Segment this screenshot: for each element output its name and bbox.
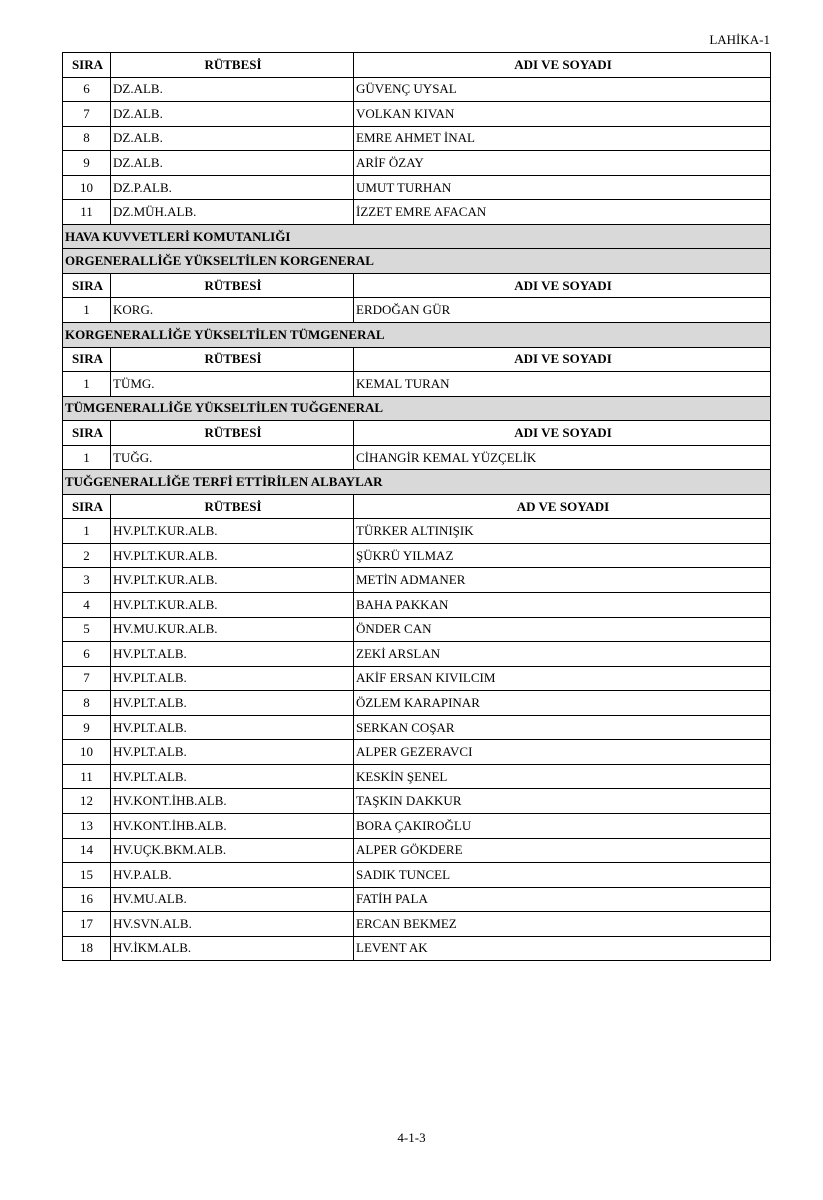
cell-sira: 10 (63, 740, 111, 765)
cell-adi-soyadi: BAHA PAKKAN (354, 593, 771, 618)
table-row (63, 691, 771, 716)
table-row (63, 642, 771, 667)
promotion-table (62, 52, 771, 961)
header-adi-soyadi: ADI VE SOYADI (354, 347, 771, 372)
cell-rutbe: HV.PLT.ALB. (111, 764, 354, 789)
cell-adi-soyadi: ERCAN BEKMEZ (354, 912, 771, 937)
section-heading-row (63, 396, 771, 421)
section-heading-row (63, 249, 771, 274)
page-label: LAHİKA-1 (709, 32, 770, 47)
cell-sira: 8 (63, 126, 111, 151)
section-heading-row (63, 224, 771, 249)
cell-rutbe: HV.MU.KUR.ALB. (111, 617, 354, 642)
header-rutbesi: RÜTBESİ (111, 347, 354, 372)
cell-rutbe: HV.PLT.ALB. (111, 642, 354, 667)
section-heading: ORGENERALLİĞE YÜKSELTİLEN KORGENERAL (63, 249, 771, 274)
cell-adi-soyadi: METİN ADMANER (354, 568, 771, 593)
cell-sira: 5 (63, 617, 111, 642)
header-rutbesi: RÜTBESİ (111, 273, 354, 298)
cell-rutbe: HV.PLT.ALB. (111, 691, 354, 716)
header-sira: SIRA (63, 494, 111, 519)
table-row (63, 715, 771, 740)
header-adi-soyadi: ADI VE SOYADI (354, 53, 771, 78)
cell-adi-soyadi: ÖZLEM KARAPINAR (354, 691, 771, 716)
header-rutbesi: RÜTBESİ (111, 53, 354, 78)
cell-sira: 11 (63, 764, 111, 789)
cell-adi-soyadi: CİHANGİR KEMAL YÜZÇELİK (354, 445, 771, 470)
cell-rutbe: HV.P.ALB. (111, 863, 354, 888)
cell-rutbe: HV.KONT.İHB.ALB. (111, 813, 354, 838)
table-row (63, 593, 771, 618)
cell-sira: 14 (63, 838, 111, 863)
cell-adi-soyadi: ŞÜKRÜ YILMAZ (354, 543, 771, 568)
cell-rutbe: TÜMG. (111, 372, 354, 397)
cell-sira: 16 (63, 887, 111, 912)
cell-sira: 7 (63, 666, 111, 691)
promotion-table-body (63, 53, 771, 961)
cell-rutbe: HV.KONT.İHB.ALB. (111, 789, 354, 814)
header-sira: SIRA (63, 421, 111, 446)
table-row (63, 789, 771, 814)
cell-adi-soyadi: ERDOĞAN GÜR (354, 298, 771, 323)
table-header-row (63, 421, 771, 446)
header-sira: SIRA (63, 347, 111, 372)
header-rutbesi: RÜTBESİ (111, 421, 354, 446)
section-heading: HAVA KUVVETLERİ KOMUTANLIĞI (63, 224, 771, 249)
section-heading-row (63, 470, 771, 495)
table-row (63, 126, 771, 151)
cell-rutbe: DZ.ALB. (111, 77, 354, 102)
table-row (63, 936, 771, 961)
cell-rutbe: KORG. (111, 298, 354, 323)
table-row (63, 175, 771, 200)
cell-rutbe: HV.PLT.KUR.ALB. (111, 593, 354, 618)
cell-rutbe: DZ.ALB. (111, 151, 354, 176)
table-row (63, 912, 771, 937)
table-row (63, 764, 771, 789)
section-heading: TUĞGENERALLİĞE TERFİ ETTİRİLEN ALBAYLAR (63, 470, 771, 495)
cell-adi-soyadi: BORA ÇAKIROĞLU (354, 813, 771, 838)
cell-rutbe: HV.MU.ALB. (111, 887, 354, 912)
cell-sira: 17 (63, 912, 111, 937)
table-row (63, 740, 771, 765)
cell-rutbe: HV.PLT.KUR.ALB. (111, 519, 354, 544)
table-row (63, 200, 771, 225)
cell-rutbe: DZ.MÜH.ALB. (111, 200, 354, 225)
cell-adi-soyadi: KESKİN ŞENEL (354, 764, 771, 789)
header-adi-soyadi: ADI VE SOYADI (354, 421, 771, 446)
table-header-row (63, 347, 771, 372)
cell-adi-soyadi: LEVENT AK (354, 936, 771, 961)
table-header-row (63, 494, 771, 519)
cell-adi-soyadi: ALPER GÖKDERE (354, 838, 771, 863)
cell-rutbe: HV.PLT.KUR.ALB. (111, 543, 354, 568)
cell-sira: 3 (63, 568, 111, 593)
table-row (63, 838, 771, 863)
cell-adi-soyadi: SERKAN COŞAR (354, 715, 771, 740)
table-row (63, 151, 771, 176)
table-row (63, 102, 771, 127)
cell-sira: 6 (63, 77, 111, 102)
table-row (63, 863, 771, 888)
table-row (63, 445, 771, 470)
section-heading-row (63, 323, 771, 348)
table-row (63, 617, 771, 642)
cell-adi-soyadi: TAŞKIN DAKKUR (354, 789, 771, 814)
cell-adi-soyadi: VOLKAN KIVAN (354, 102, 771, 127)
cell-adi-soyadi: KEMAL TURAN (354, 372, 771, 397)
cell-sira: 1 (63, 519, 111, 544)
table-row (63, 372, 771, 397)
page-number: 4-1-3 (397, 1130, 426, 1145)
cell-rutbe: HV.PLT.KUR.ALB. (111, 568, 354, 593)
cell-sira: 18 (63, 936, 111, 961)
table-row (63, 543, 771, 568)
header-sira: SIRA (63, 273, 111, 298)
cell-adi-soyadi: ZEKİ ARSLAN (354, 642, 771, 667)
cell-sira: 6 (63, 642, 111, 667)
header-adi-soyadi: AD VE SOYADI (354, 494, 771, 519)
cell-rutbe: TUĞG. (111, 445, 354, 470)
cell-rutbe: HV.İKM.ALB. (111, 936, 354, 961)
cell-sira: 12 (63, 789, 111, 814)
cell-rutbe: DZ.ALB. (111, 102, 354, 127)
table-header-row (63, 53, 771, 78)
table-row (63, 519, 771, 544)
cell-adi-soyadi: AKİF ERSAN KIVILCIM (354, 666, 771, 691)
cell-sira: 13 (63, 813, 111, 838)
cell-adi-soyadi: ALPER GEZERAVCI (354, 740, 771, 765)
cell-sira: 10 (63, 175, 111, 200)
header-sira: SIRA (63, 53, 111, 78)
header-rutbesi: RÜTBESİ (111, 494, 354, 519)
cell-sira: 11 (63, 200, 111, 225)
cell-sira: 1 (63, 372, 111, 397)
cell-rutbe: HV.SVN.ALB. (111, 912, 354, 937)
cell-adi-soyadi: TÜRKER ALTINIŞIK (354, 519, 771, 544)
table-row (63, 77, 771, 102)
cell-rutbe: HV.PLT.ALB. (111, 666, 354, 691)
section-heading: TÜMGENERALLİĞE YÜKSELTİLEN TUĞGENERAL (63, 396, 771, 421)
cell-sira: 2 (63, 543, 111, 568)
cell-adi-soyadi: UMUT TURHAN (354, 175, 771, 200)
cell-rutbe: DZ.P.ALB. (111, 175, 354, 200)
cell-rutbe: HV.PLT.ALB. (111, 715, 354, 740)
header-adi-soyadi: ADI VE SOYADI (354, 273, 771, 298)
cell-sira: 1 (63, 445, 111, 470)
table-row (63, 813, 771, 838)
cell-sira: 7 (63, 102, 111, 127)
cell-sira: 1 (63, 298, 111, 323)
cell-adi-soyadi: EMRE AHMET İNAL (354, 126, 771, 151)
cell-adi-soyadi: ÖNDER CAN (354, 617, 771, 642)
cell-sira: 8 (63, 691, 111, 716)
cell-rutbe: HV.PLT.ALB. (111, 740, 354, 765)
table-row (63, 887, 771, 912)
table-header-row (63, 273, 771, 298)
cell-adi-soyadi: SADIK TUNCEL (354, 863, 771, 888)
cell-sira: 4 (63, 593, 111, 618)
table-row (63, 666, 771, 691)
cell-sira: 15 (63, 863, 111, 888)
cell-adi-soyadi: ARİF ÖZAY (354, 151, 771, 176)
section-heading: KORGENERALLİĞE YÜKSELTİLEN TÜMGENERAL (63, 323, 771, 348)
cell-sira: 9 (63, 715, 111, 740)
cell-adi-soyadi: GÜVENÇ UYSAL (354, 77, 771, 102)
table-row (63, 298, 771, 323)
cell-sira: 9 (63, 151, 111, 176)
cell-adi-soyadi: İZZET EMRE AFACAN (354, 200, 771, 225)
table-row (63, 568, 771, 593)
cell-adi-soyadi: FATİH PALA (354, 887, 771, 912)
cell-rutbe: HV.UÇK.BKM.ALB. (111, 838, 354, 863)
cell-rutbe: DZ.ALB. (111, 126, 354, 151)
